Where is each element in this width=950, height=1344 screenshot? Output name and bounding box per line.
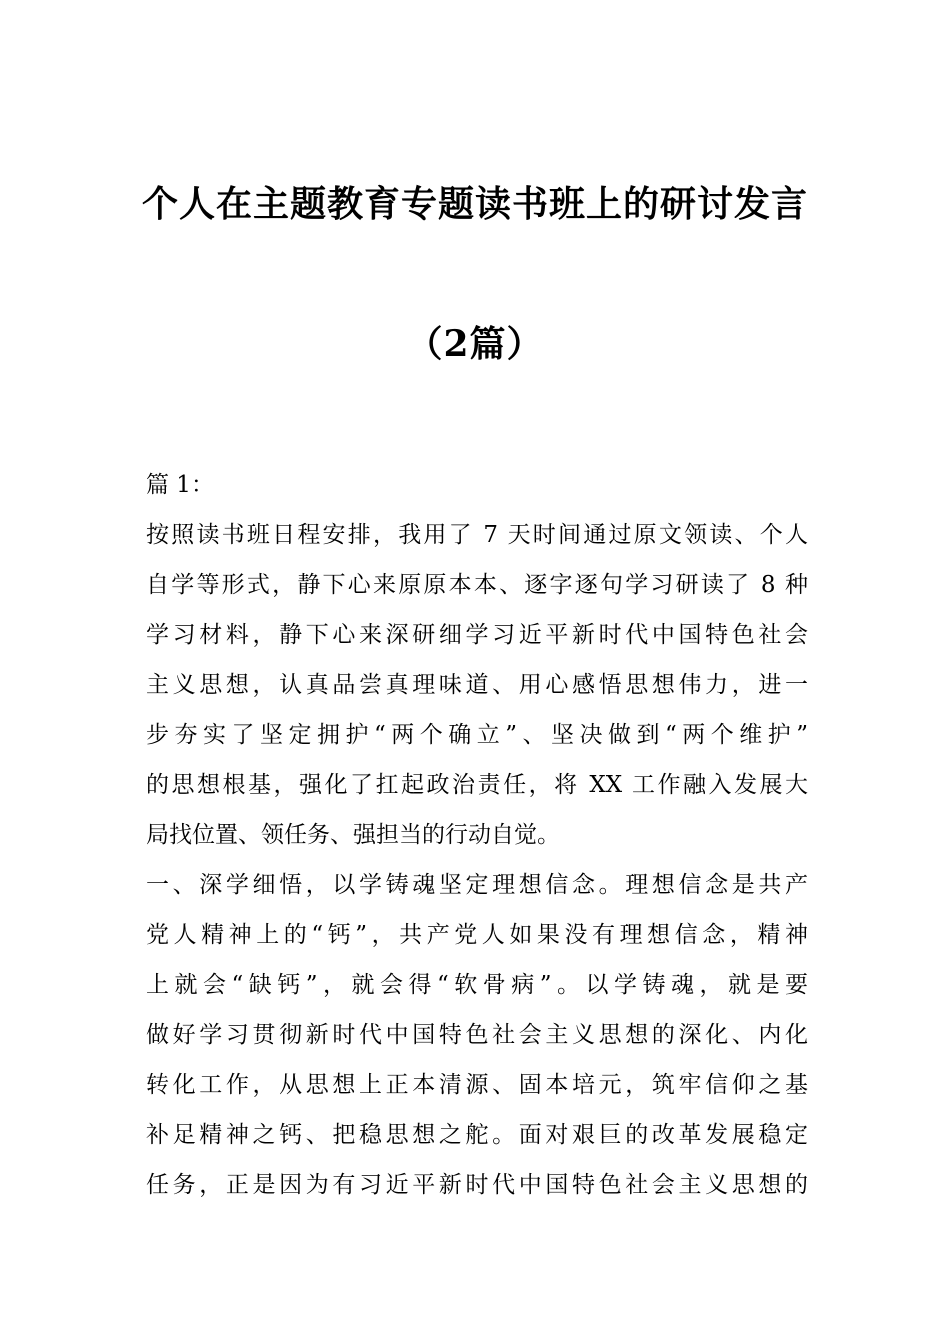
document-subtitle: （2篇） (406, 323, 544, 365)
text-line: 按照读书班日程安排，我用了 7 天时间通过原文领读、个人 (146, 522, 808, 548)
text-line: 补足精神之钙、把稳思想之舵。面对艰巨的改革发展稳定 (146, 1122, 808, 1148)
text-line: 主义思想，认真品尝真理味道、用心感悟思想伟力，进一 (146, 672, 808, 698)
text-line: 做好学习贯彻新时代中国特色社会主义思想的深化、内化 (146, 1022, 808, 1048)
document-title: 个人在主题教育专题读书班上的研讨发言 (141, 183, 808, 225)
paragraph-2 (146, 860, 808, 1210)
text-line: 上就会“缺钙”，就会得“软骨病”。以学铸魂，就是要 (146, 972, 808, 998)
document-body (146, 460, 808, 1210)
paragraph-1 (146, 510, 808, 860)
text-line: 局找位置、领任务、强担当的行动自觉。 (146, 822, 560, 848)
text-line: 转化工作，从思想上正本清源、固本培元，筑牢信仰之基 (146, 1072, 808, 1098)
text-line: 学习材料，静下心来深研细学习近平新时代中国特色社会 (146, 622, 808, 648)
text-line: 党人精神上的“钙”，共产党人如果没有理想信念，精神 (146, 922, 808, 948)
section-label: 篇 1： (146, 472, 214, 498)
text-line: 步夯实了坚定拥护“两个确立”、坚决做到“两个维护” (146, 722, 808, 748)
text-line: 的思想根基，强化了扛起政治责任，将 XX 工作融入发展大 (146, 772, 808, 798)
text-line: 一、深学细悟，以学铸魂坚定理想信念。理想信念是共产 (146, 872, 808, 898)
text-line: 自学等形式，静下心来原原本本、逐字逐句学习研读了 8 种 (146, 572, 808, 598)
text-line: 任务，正是因为有习近平新时代中国特色社会主义思想的 (146, 1172, 808, 1198)
